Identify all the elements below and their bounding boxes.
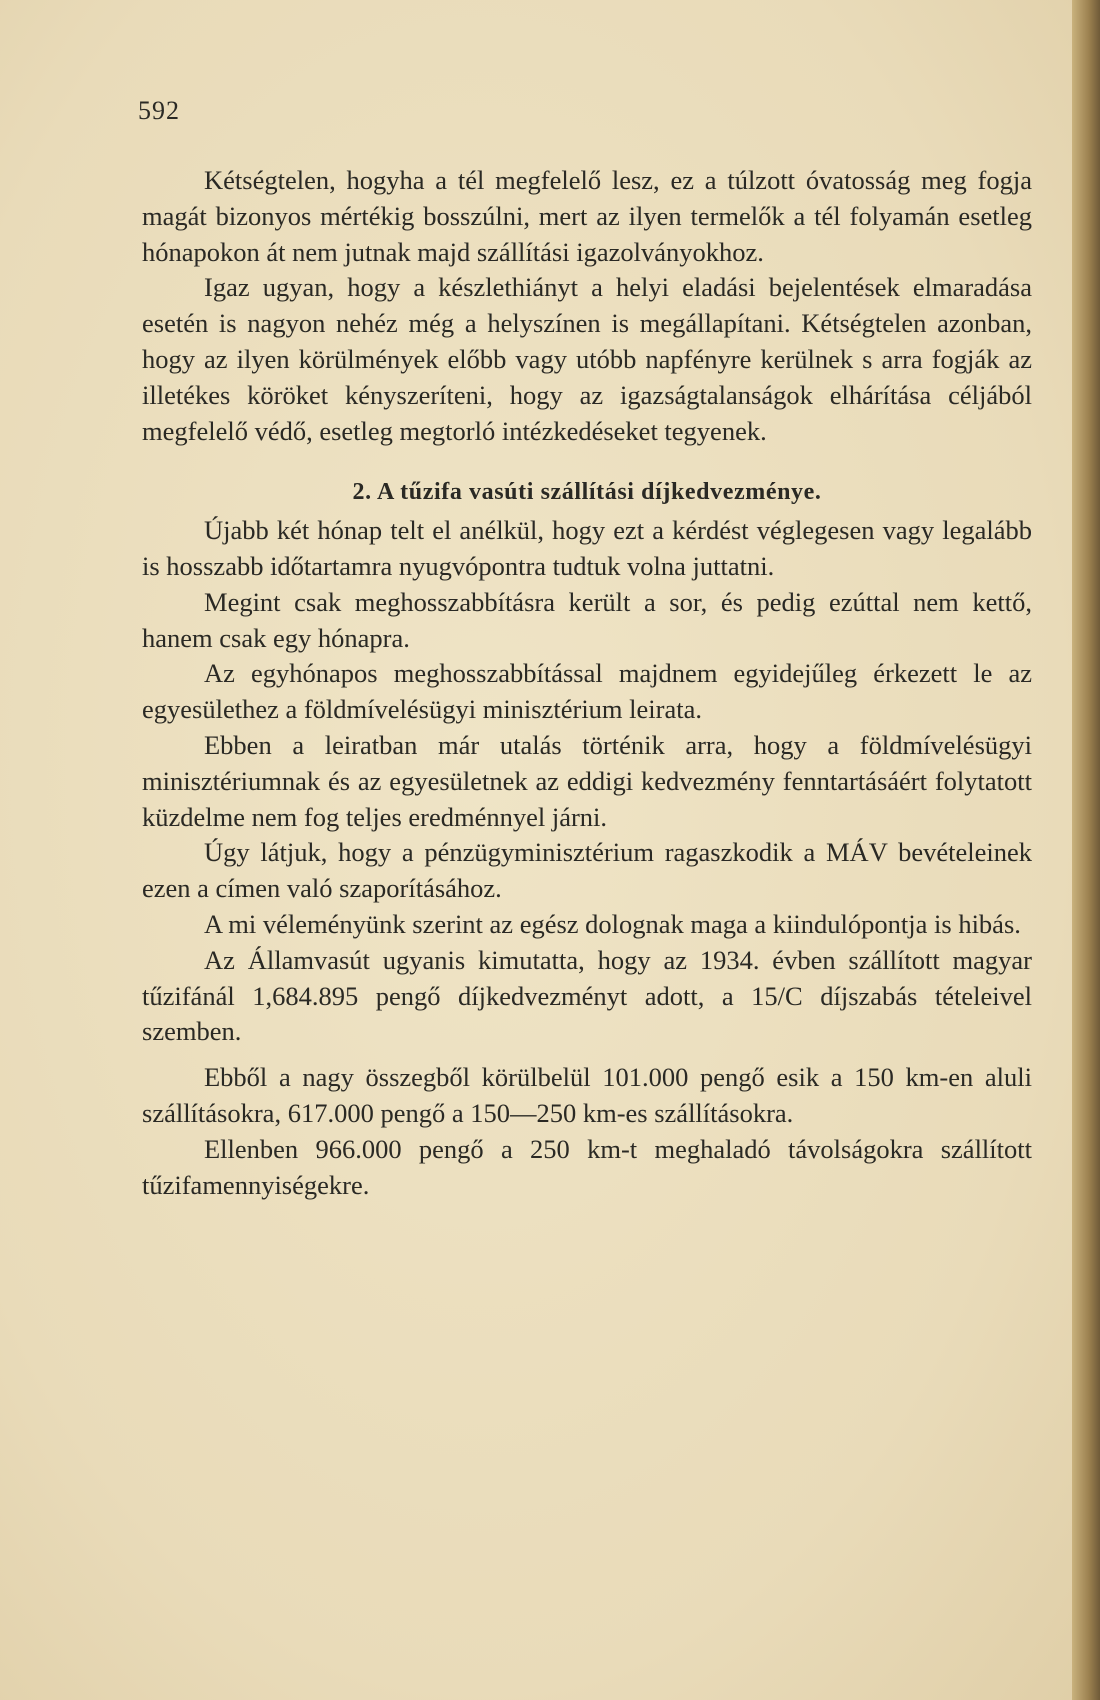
paragraph: Megint csak meghosszabbításra került a sor, és pedig ezúttal nem kettő, hanem csak egy hónapra. (142, 586, 1032, 653)
paragraph: A mi véleményünk szerint az egész dolognak maga a kiindulópontja is hibás. (204, 908, 1021, 939)
page-number: 592 (138, 96, 180, 125)
paragraph: Igaz ugyan, hogy a készlethiányt a helyi eladási bejelentések elmaradása esetén is nagyon nehéz még a helyszínen is megállapítani. Kétségtelen azonban, hogy az ilyen körülmények előbb vagy utóbb napfényre kerülnek s arra fogják az illetékes köröket kényszeríteni, hogy az igazságtalanságok elhárítása céljából megfelelő védő, esetleg megtorló intézkedéseket tegyenek. (142, 272, 1032, 446)
body-text (142, 163, 1032, 1203)
paragraph: Ellenben 966.000 pengő a 250 km-t meghaladó távolságokra szállított tűzifamennyiségekre. (142, 1133, 1032, 1200)
paragraph: Ebből a nagy összegből körülbelül 101.000 pengő esik a 150 km-en aluli szállításokra, 617.000 pengő a 150—250 km-es szállításokra. (142, 1062, 1032, 1128)
paragraph: Úgy látjuk, hogy a pénzügyminisztérium ragaszkodik a MÁV bevételeinek ezen a címen való szaporításához. (142, 837, 1032, 904)
paragraph: Kétségtelen, hogyha a tél megfelelő lesz, ez a túlzott óvatosság meg fogja magát bizonyos mértékig bosszúlni, mert az ilyen termelők a tél folyamán esetleg hónapokon át nem jutnak majd szállítási igazolványokhoz. (142, 165, 1032, 267)
section-heading: 2. A tűzifa vasúti szállítási díjkedvezménye. (352, 479, 822, 506)
paragraph: Újabb két hónap telt el anélkül, hogy ezt a kérdést véglegesen vagy legalább is hosszabb időtartamra nyugvópontra tudtuk volna juttatni. (142, 515, 1032, 581)
paragraph: Az egyhónapos meghosszabbítással majdnem egyidejűleg érkezett le az egyesülethez a földmívelésügyi minisztérium leirata. (142, 658, 1032, 725)
paragraph: Az Államvasút ugyanis kimutatta, hogy az 1934. évben szállított magyar tűzifánál 1,684.895 pengő díjkedvezményt adott, a 15/C díjszabás tételeivel szemben. (142, 944, 1032, 1047)
paragraph: Ebben a leiratban már utalás történik arra, hogy a földmívelésügyi minisztériumnak és az egyesületnek az eddigi kedvezmény fenntartásáért folytatott küzdelme nem fog teljes eredménnyel járni. (142, 729, 1032, 832)
page-edge (1072, 0, 1100, 1700)
